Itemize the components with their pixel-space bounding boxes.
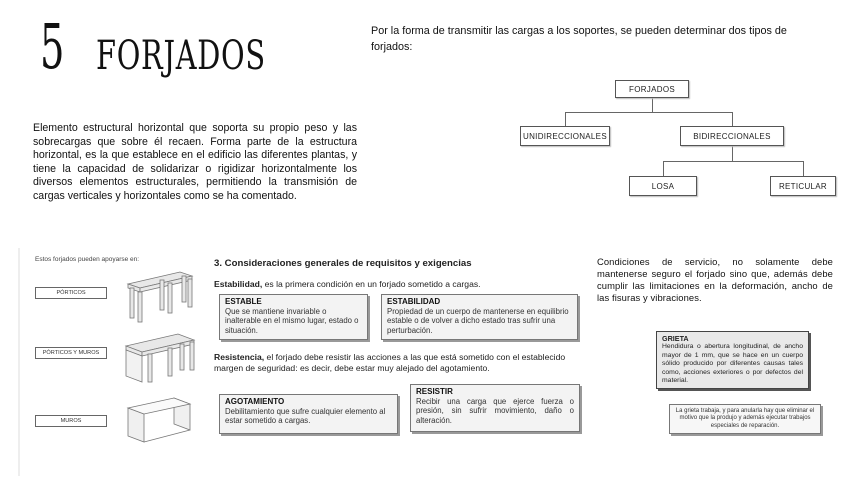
diagram-node-losa: LOSA	[629, 176, 697, 196]
diagram-node-unidireccionales: UNIDIRECCIONALES	[520, 126, 610, 146]
intro-paragraph: Elemento estructural horizontal que soporta su propio peso y las sobrecargas que sobre él recaen. Forma parte de la estructura horizontal, es la que establece en el edificio las diferentes plantas, y tiene la capacidad de solidarizar o rigidizar horizontalmente los diversos elementos estructurales, permitiendo la transmisión de cargas verticales y horizontales como se ha comentado.	[33, 122, 357, 202]
section-title-word: FORJADOS	[96, 33, 266, 79]
service-conditions-paragraph: Condiciones de servicio, no solamente debe mantenerse seguro el forjado sino que, además debe cumplir las limitaciones en la deformación, ancho de las fisuras y vibraciones.	[597, 256, 833, 303]
diagram-node-forjados: FORJADOS	[615, 80, 689, 98]
grieta-definition-box	[656, 331, 809, 389]
porticos-illustration	[118, 266, 198, 326]
page-title	[40, 10, 330, 97]
diagram-connector	[732, 146, 733, 161]
estabilidad-term: Estabilidad,	[214, 279, 263, 289]
supports-caption: Estos forjados pueden apoyarse en:	[35, 256, 140, 263]
diagram-connector	[652, 98, 653, 112]
estable-definition-box	[219, 294, 368, 340]
resistencia-text: el forjado debe resistir las acciones a las que está sometido con el establecido margen de seguridad: es decir, debe estar muy alejado del agotamiento.	[214, 352, 566, 373]
resistir-body: Recibir una carga que ejerce fuerza o presión, sin sufrir movimiento, daño o alteración.	[416, 396, 574, 425]
considerations-title: 3. Consideraciones generales de requisitos y exigencias	[214, 258, 472, 269]
diagram-node-reticular: RETICULAR	[770, 176, 836, 196]
diagram-connector	[803, 161, 804, 176]
estabilidad-definition-box	[381, 294, 578, 340]
diagram-connector	[565, 112, 566, 126]
diagram-connector	[663, 161, 803, 162]
diagram-connector	[565, 112, 732, 113]
support-label-muros: MUROS	[35, 415, 107, 427]
estabilidad-body: Propiedad de un cuerpo de mantenerse en equilibrio estable o de volver a dicho estado tras sufrir una perturbación.	[387, 306, 569, 335]
diagram-connector	[732, 112, 733, 126]
agotamiento-definition-box	[219, 394, 398, 434]
grieta-body: Hendidura o abertura longitudinal, de ancho mayor de 1 mm, que se hace en un cuerpo sólido producido por diferentes causas tales como, acciones exteriores o por defectos del material.	[662, 343, 803, 385]
estable-body: Que se mantiene invariable o inalterable en el mismo lugar, estado o situación.	[225, 306, 359, 335]
estabilidad-text: es la primera condición en un forjado sometido a cargas.	[262, 279, 481, 289]
agotamiento-heading: AGOTAMIENTO	[225, 397, 285, 406]
estabilidad-heading: ESTABILIDAD	[387, 297, 441, 306]
diagram-connector	[663, 161, 664, 176]
estabilidad-paragraph	[214, 279, 594, 290]
porticos-y-muros-illustration	[118, 330, 200, 388]
resistir-heading: RESISTIR	[416, 387, 453, 396]
resistencia-term: Resistencia,	[214, 352, 265, 362]
support-label-porticos: PÓRTICOS	[35, 287, 107, 299]
grieta-note-box: La grieta trabaja, y para anularla hay que eliminar el motivo que la produjo y además ejecutar trabajos especiales de reparación.	[669, 404, 821, 434]
agotamiento-body: Debilitamiento que sufre cualquier elemento al estar sometido a cargas.	[225, 406, 386, 426]
types-intro-paragraph: Por la forma de transmitir las cargas a los soportes, se pueden determinar dos tipos de forjados:	[371, 25, 787, 53]
support-label-porticos-y-muros: PÓRTICOS Y MUROS	[35, 347, 107, 359]
divider	[18, 248, 20, 476]
estable-heading: ESTABLE	[225, 297, 262, 306]
grieta-heading: GRIETA	[662, 334, 689, 343]
section-number: 5	[40, 10, 64, 83]
resistencia-paragraph	[214, 352, 592, 374]
resistir-definition-box	[410, 384, 580, 432]
diagram-node-bidireccionales: BIDIRECCIONALES	[680, 126, 784, 146]
muros-illustration	[118, 394, 200, 446]
